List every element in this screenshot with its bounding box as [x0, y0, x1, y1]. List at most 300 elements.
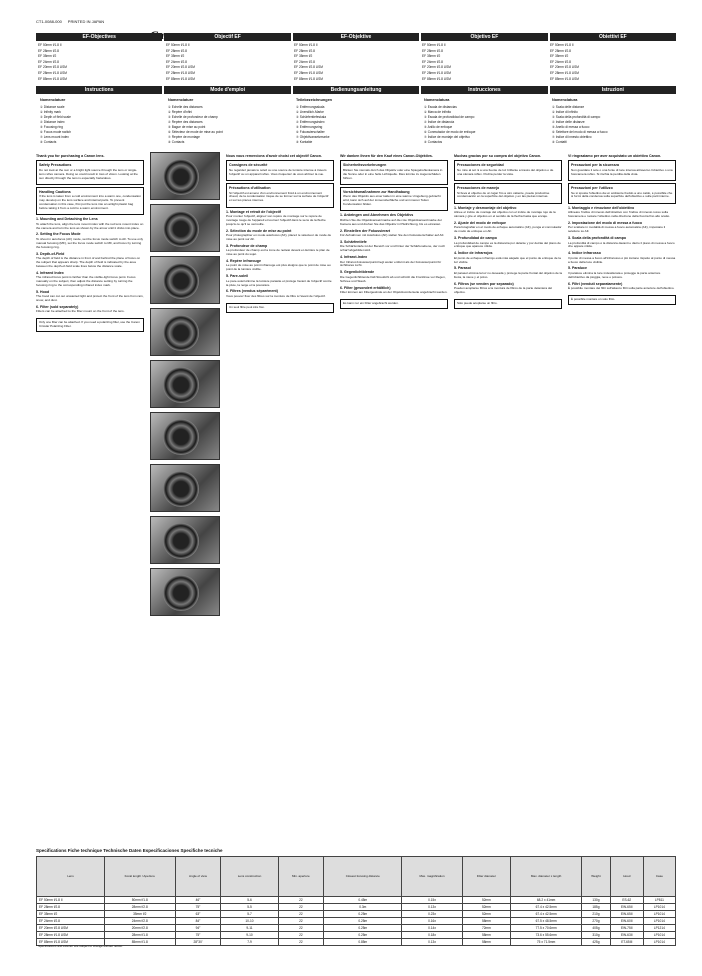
spec-cell: 0.45m	[324, 897, 402, 904]
spec-header-cell: Min. aperture	[278, 857, 324, 897]
spec-cell: 270g	[582, 918, 611, 925]
lang-header-fr: Objectif EF	[164, 33, 290, 41]
illustration-column	[150, 152, 220, 845]
spec-cell: 46°	[175, 897, 221, 904]
spec-cell: LP1014	[643, 911, 675, 918]
lens-name: EF 28mm f/1.8 USM	[294, 70, 323, 75]
handling-title: Précautions d'utilisation	[229, 186, 271, 191]
spec-header-cell: Lens construction	[221, 857, 278, 897]
spec-cell: 22	[278, 932, 324, 939]
section-text: To shoot in autofocus (AF) mode, set the focus mode switch to AF. To use only manual focusing (MF), set the focus mode switch to MF, and focus by turning the focusing ring.	[36, 236, 144, 249]
section-heading: 4. Índice de infrarrojos	[454, 251, 493, 256]
spec-cell: 24mm f/2.8	[104, 918, 175, 925]
nomenclature-item: ③ Scala della profondità di campo	[552, 114, 601, 119]
spec-cell: EF 20mm f/2.8 USM	[37, 925, 105, 932]
nomenclature-item: ⑥ Conmutador de modo de enfoque	[424, 129, 476, 134]
column-intro: Thank you for purchasing a Canon lens.	[36, 154, 105, 158]
spec-cell: 5-6	[221, 897, 278, 904]
spec-cell: 0.18x	[402, 932, 462, 939]
spec-cell: 5-7	[221, 911, 278, 918]
lens-name: EF 20mm f/2.8 USM	[166, 65, 195, 70]
spec-header-cell: Angle of view	[175, 857, 221, 897]
lens-name: EF 85mm f/1.8 USM	[166, 76, 195, 81]
spec-cell: 22	[278, 897, 324, 904]
spec-cell: 210g	[582, 911, 611, 918]
instr-header-es: Instrucciones	[421, 86, 547, 94]
section-text: Pour monter l'objectif, alignez son repère de montage sur le repère de montage rouge de l'appareil et tournez l'objectif dans le sens de la flèche jusqu'à ce qu'il se verrouille.	[226, 214, 326, 226]
handling-text: Se si sposta l'obiettivo da un ambiente freddo a uno caldo, è possibile che si formi della condensa sulla superficie dell'obiettivo e sulle parti interne.	[571, 190, 673, 199]
nomenclature-item: ③ Depth of field scale	[40, 114, 71, 119]
spec-cell: EF 28mm f/2.8	[37, 904, 105, 911]
section-text: Il punto di messa a fuoco all'infrarosso è più lontano rispetto al punto di messa a fuoco della luce visibile.	[568, 255, 676, 264]
spec-cell: EF 24mm f/2.8	[37, 918, 105, 925]
lens-list-column	[292, 43, 420, 85]
lens-name: EF 28mm f/2.8	[550, 48, 571, 53]
nomenclature-item: ⑤ Focusing ring	[40, 124, 63, 129]
section-heading: 1. Montage et retrait de l'objectif	[226, 209, 281, 214]
section-text: Pour photographier en mode autofocus (AF), placez le sélecteur de mode de mise au point sur AF.	[226, 233, 332, 241]
instr-header-en: Instructions	[36, 86, 162, 94]
safety-box	[454, 160, 562, 181]
section-text: Die Gegenlichtblende hält Streulicht ab und schützt die Frontlinse vor Regen, Schnee und Staub.	[340, 274, 446, 283]
nomenclature-item: ⑥ Focus mode switch	[40, 129, 72, 134]
section-heading: 5. Pare-soleil	[226, 274, 249, 279]
section-heading: 6. Filtri (venduti separatamente)	[568, 281, 623, 286]
lens-name: EF 24mm f/2.8	[550, 59, 571, 64]
lens-drawing	[163, 159, 199, 195]
section-text: La profondità di campo è la distanza davanti e dietro il piano di messa a fuoco che appare nitida.	[568, 240, 675, 249]
section-heading: 1. Mounting and Detaching the Lens	[36, 217, 98, 222]
spec-cell: 67.5 x 48.5mm	[511, 918, 582, 925]
spec-header-cell: Case	[643, 857, 675, 897]
handling-text: Si l'objectif est amené d'un environnement froid à un environnement chaud, de la condensation risque de se former sur la surface de l'objectif et sur les pièces internes.	[229, 190, 329, 203]
spec-cell: 0.13x	[402, 904, 462, 911]
nomenclature-item: ⑦ Repère de montage	[168, 134, 200, 139]
lens-drawing	[163, 419, 199, 455]
nomenclature-item: ⑧ Contacts	[40, 139, 57, 144]
lens-name: EF 28mm f/2.8	[294, 48, 315, 53]
spec-header-cell: Max. magnification	[402, 857, 462, 897]
nomenclature-item: ⑦ Objektivansetzmarke	[296, 134, 330, 139]
safety-title: Precauciones de seguridad	[457, 163, 504, 168]
nomenclature-item: ④ Entfernungsindex	[296, 119, 325, 124]
note-box: Only one filter can be attached. If you need a polarizing filter, use the Canon Circular Polarizing Filter.	[36, 318, 144, 332]
safety-text: Do not look at the sun or a bright light source through the lens or single-lens reflex camera. Doing so could result in loss of vision. Looking at the sun directly through the lens is especially hazardous.	[39, 167, 138, 180]
spec-header-cell: Filter diameter	[462, 857, 511, 897]
lens-illustration	[150, 256, 220, 304]
lens-name: EF 24mm f/2.8	[166, 59, 187, 64]
nomenclature-item: ⑧ Contatti	[552, 139, 567, 144]
section-heading: 1. Montaggio e rimozione dell'obiettivo	[568, 205, 635, 210]
section-heading: 3. Scala della profondità di campo	[568, 236, 627, 241]
section-text: Pueden acoplarse filtros a la montura de filtros de la parte delantera del objetivo.	[454, 286, 553, 295]
doc-header-strip	[36, 16, 676, 26]
handling-box	[226, 183, 334, 207]
lens-name: EF 24mm f/2.8	[422, 59, 443, 64]
spec-cell: LP1014	[643, 904, 675, 911]
nomenclature-item: ① Escala de distancias	[424, 104, 457, 109]
nomenclature-item: ⑤ Entfernungsring	[296, 124, 323, 129]
lens-illustration	[150, 360, 220, 408]
nomenclature-column	[420, 98, 548, 148]
lens-list-column	[548, 43, 676, 85]
spec-cell: EW-63II	[610, 932, 643, 939]
lens-name: EF 28mm f/2.8	[166, 48, 187, 53]
safety-title: Consignes de sécurité	[229, 163, 268, 168]
nomenclature-item: ② Infinity mark	[40, 109, 61, 114]
lens-name: EF 28mm f/1.8 USM	[550, 70, 579, 75]
safety-text: Ne regardez jamais le soleil ou une source de lumière intense à travers l'objectif ou un appareil reflex. Vous risqueriez de vous abîmer la vue.	[229, 167, 327, 176]
nomenclature-title: Nomenclature	[40, 98, 66, 102]
spec-cell: 425g	[582, 939, 611, 946]
spec-cell: EW-65II	[610, 904, 643, 911]
spec-cell: ES-62	[610, 897, 643, 904]
section-text: È possibile montare dei filtri sull'attacco filtri sulla parte anteriore dell'obiettivo.	[568, 286, 675, 291]
spec-cell: 85mm f/1.8	[104, 939, 175, 946]
lens-drawing	[163, 575, 199, 611]
instr-header-it: Istruzioni	[550, 86, 676, 94]
note-box: Un seul filtre peut être fixé.	[226, 303, 334, 313]
nomenclature-column	[292, 98, 420, 148]
lens-name: EF 50mm f/1.8 II	[550, 43, 574, 47]
lens-name: EF 50mm f/1.8 II	[38, 43, 62, 47]
lens-name: EF 50mm f/1.8 II	[294, 43, 318, 47]
section-text: Le pare-soleil élimine la lumière parasite et protège l'avant de l'objectif contre la pluie, la neige et la poussière.	[226, 278, 332, 287]
lang-header-it: Obiettivi EF	[550, 33, 676, 41]
section-heading: 4. Repère infrarouge	[226, 259, 261, 263]
section-heading: 5. Parasol	[454, 266, 471, 271]
nomenclature-item: ⑤ Bague de mise au point	[168, 124, 206, 129]
section-text: La profondeur de champ est la zone de netteté devant et derrière le plan de mise au point du sujet.	[226, 248, 330, 257]
lens-name: EF 50mm f/1.8 II	[422, 43, 446, 47]
section-heading: 4. Infrarot-Index	[340, 255, 368, 260]
section-heading: 3. Profundidad de campo	[454, 236, 497, 241]
lens-name: EF 35mm f/2	[550, 54, 569, 59]
nomenclature-block	[36, 98, 676, 148]
column-intro: Vi ringraziamo per aver acquistato un obiettivo Canon.	[568, 154, 662, 158]
section-heading: 3. Depth-of-Field	[36, 251, 65, 256]
spec-cell: EF 85mm f/1.8 USM	[37, 939, 105, 946]
handling-box	[454, 183, 562, 204]
spec-header-cell: Closest focusing distance	[324, 857, 402, 897]
instruction-column	[568, 152, 676, 845]
handling-text: Wenn das Objektiv aus einer kalten in eine warme Umgebung gebracht wird, kann sich auf der Linsenoberfläche und an inneren Teilen Kondensation bilden.	[343, 194, 441, 207]
lens-name: EF 35mm f/2	[166, 54, 185, 59]
instruction-headers	[36, 86, 676, 94]
spec-cell: 405g	[582, 925, 611, 932]
spec-header-cell: Focal length / Aperture	[104, 857, 175, 897]
spec-row	[37, 897, 676, 904]
section-heading: 4. Indice infrarosso	[568, 251, 601, 256]
spec-cell: LP1014	[643, 932, 675, 939]
nomenclature-item: ⑤ Anillo de enfoque	[424, 124, 453, 129]
lens-name: EF 35mm f/2	[294, 54, 313, 59]
spec-cell: 84°	[175, 918, 221, 925]
note-box: È possibile montare un solo filtro.	[568, 295, 676, 305]
section-heading: 2. Impostazione del modo di messa a fuoco	[568, 220, 643, 225]
section-text: Il paraluce elimina la luce indesiderata e protegge la parte anteriore dell'obiettivo da pioggia, neve e polvere.	[568, 270, 661, 279]
section-text: Für Aufnahmen mit Autofokus (AF) stellen Sie den Fokussierschalter auf AF.	[340, 233, 445, 238]
lens-list-column	[36, 43, 164, 85]
lens-language-headers	[36, 33, 676, 41]
section-heading: 4. Infrared Index	[36, 270, 64, 275]
spec-cell: 185g	[582, 904, 611, 911]
lens-illustration	[150, 412, 220, 460]
spec-header-cell: Hood	[610, 857, 643, 897]
safety-box	[36, 160, 144, 184]
spec-cell: 0.16x	[402, 918, 462, 925]
spec-cell: 67.4 x 42.5mm	[511, 904, 582, 911]
lens-name: EF 28mm f/2.8	[38, 48, 59, 53]
spec-cell: EF 28mm f/1.8 USM	[37, 932, 105, 939]
spec-cell: 22	[278, 904, 324, 911]
section-text: The hood can cut out unwanted light and protect the front of the lens from rain, snow, and dust.	[36, 294, 144, 302]
spec-cell: 58mm	[462, 939, 511, 946]
lens-name: EF 24mm f/2.8	[38, 59, 59, 64]
spec-cell: 35mm f/2	[104, 911, 175, 918]
safety-title: Safety Precautions	[39, 163, 72, 168]
nomenclature-item: ③ Schärfentiefeskala	[296, 114, 326, 119]
spec-cell: 0.13x	[402, 939, 462, 946]
lens-drawing	[163, 471, 199, 507]
lens-name: EF 28mm f/1.8 USM	[166, 70, 195, 75]
spec-header-cell: Lens	[37, 857, 105, 897]
doc-code: CT1-0088-000	[36, 18, 62, 24]
safety-box	[340, 160, 448, 184]
spec-cell: ET-65III	[610, 939, 643, 946]
spec-cell: 77.5 x 70.6mm	[511, 925, 582, 932]
lens-drawing	[163, 523, 199, 559]
section-heading: 1. Montaje y desmontaje del objetivo	[454, 205, 517, 210]
handling-text: Si lleva el objetivo de un lugar frío a otro caliente, puede producirse condensación en la superficie del objetivo y en las piezas internas.	[457, 190, 550, 199]
nomenclature-item: ⑦ Lens mount index	[40, 134, 69, 139]
spec-cell: EF 35mm f/2	[37, 911, 105, 918]
safety-title: Precauzioni per la sicurezza	[571, 163, 619, 168]
spec-cell: 75°	[175, 932, 221, 939]
nomenclature-item: ⑦ Índice de montaje del objetivo	[424, 134, 470, 139]
nomenclature-column	[164, 98, 292, 148]
spec-cell: 52mm	[462, 911, 511, 918]
spec-cell: 22	[278, 925, 324, 932]
main-columns	[36, 152, 676, 845]
section-heading: 2. Einstellen der Fokussierart	[340, 228, 391, 233]
nomenclature-item: ③ Escala de profundidad de campo	[424, 114, 475, 119]
spec-cell: 10-10	[221, 918, 278, 925]
nomenclature-item: ⑥ Fokussierschalter	[296, 129, 325, 134]
spec-cell: 73.6 x 55.6mm	[511, 932, 582, 939]
lens-name: EF 24mm f/2.8	[294, 59, 315, 64]
spec-cell: LP1014	[643, 939, 675, 946]
spec-cell: 0.25m	[324, 925, 402, 932]
section-text: Filter können am Filtergewinde an der Objektivvorderseite angebracht werden.	[340, 290, 448, 295]
section-text: Alinee el índice de montaje del objetivo con el índice de montaje rojo de la cámara y gire el objetivo en el sentido de la flecha hasta que encaje.	[454, 210, 556, 219]
lang-header-es: Objetivo EF	[421, 33, 547, 41]
section-heading: 3. Profondeur de champ	[226, 243, 268, 248]
section-heading: 6. Filtres (vendus séparément)	[226, 289, 278, 294]
lens-name: EF 20mm f/2.8 USM	[38, 65, 67, 70]
spec-cell: 20mm f/2.8	[104, 925, 175, 932]
note-box: Sólo puede acoplarse un filtro.	[454, 299, 562, 309]
lang-header-en: EF-Objectives	[36, 33, 162, 41]
spec-row	[37, 932, 676, 939]
spec-header-cell: Weight	[582, 857, 611, 897]
spec-cell: LP1014	[643, 918, 675, 925]
spec-cell: 94°	[175, 925, 221, 932]
section-heading: 5. Paraluce	[568, 266, 587, 271]
nomenclature-item: ③ Echelle de profondeur de champ	[168, 114, 218, 119]
lens-name: EF 20mm f/2.8 USM	[550, 65, 579, 70]
lens-name: EF 35mm f/2	[38, 54, 57, 59]
spec-cell: 0.25m	[324, 911, 402, 918]
spec-cell: 67.4 x 42.5mm	[511, 911, 582, 918]
spec-cell: 5-5	[221, 904, 278, 911]
spec-cell: 22	[278, 939, 324, 946]
spec-cell: 52mm	[462, 897, 511, 904]
instruction-column	[340, 152, 448, 845]
nomenclature-item: ① Echelle des distances	[168, 104, 203, 109]
lens-list-column	[420, 43, 548, 85]
spec-cell: 28mm f/2.8	[104, 904, 175, 911]
lens-illustration	[150, 204, 220, 252]
lens-name: EF 20mm f/2.8 USM	[422, 65, 451, 70]
spec-header-row	[37, 857, 676, 897]
lens-name: EF 28mm f/1.8 USM	[422, 70, 451, 75]
lens-drawing	[163, 263, 199, 299]
section-text: Allineare l'indice di innesto dell'obiettivo con l'indice di innesto rosso sulla fotocamera e ruotare l'obiettivo nella direzione della freccia fino allo scatto.	[568, 210, 671, 219]
handling-box	[36, 187, 144, 215]
spec-cell: EF 50mm f/1.8 II	[37, 897, 105, 904]
spec-cell: EW-65II	[610, 911, 643, 918]
section-text: Le point de mise au point infrarouge est plus éloigné que le point de mise au point de la lumière visible.	[226, 263, 331, 272]
nomenclature-item: ① Scala delle distanze	[552, 104, 585, 109]
spec-cell: 63°	[175, 911, 221, 918]
nomenclature-item: ④ Indice delle distanze	[552, 119, 585, 124]
instr-header-de: Bedienungsanleitung	[293, 86, 419, 94]
lens-illustration	[150, 464, 220, 512]
lens-name: EF 35mm f/2	[422, 54, 441, 59]
spec-cell: 0.3m	[324, 904, 402, 911]
spec-row	[37, 918, 676, 925]
nomenclature-item: ④ Índice de distancia	[424, 119, 455, 124]
section-text: Para fotografiar en el modo de enfoque automático (AF), ponga el conmutador de modo de enfoque en AF.	[454, 225, 562, 234]
section-heading: 2. Setting the Focus Mode	[36, 232, 81, 237]
nomenclature-title: Nomenclatura	[552, 98, 578, 102]
section-text: La profundidad de campo es la distancia por delante y por detrás del plano de enfoque que aparece nítida.	[454, 240, 561, 249]
spec-cell: 58mm	[462, 932, 511, 939]
lens-illustration	[150, 308, 220, 356]
handling-title: Precauzioni per l'utilizzo	[571, 186, 613, 191]
spec-cell: 9-10	[221, 932, 278, 939]
section-heading: 2. Ajuste del modo de enfoque	[454, 220, 506, 225]
handling-text: If the lens is taken from a cold environment into a warm one, condensation may develop on the lens surface and internal parts. To prevent condensation in this case, first put the lens into an airtight plastic bag before taking it from a cold to a warm environment.	[39, 194, 141, 210]
lens-list-column	[164, 43, 292, 85]
section-heading: 5. Hood	[36, 289, 50, 294]
spec-cell: 7-9	[221, 939, 278, 946]
section-text: Per scattare in modalità di messa a fuoco automatica (AF), impostare il selettore su AF.	[568, 225, 666, 234]
section-text: The infrared focus point is farther than the visible-light focus point. Focus manually on the subject, then adjust the distance setting by turning the focusing ring to the corresponding infrared index mark.	[36, 275, 136, 287]
section-text: Der Infrarot-Fokussierpunkt liegt weiter entfernt als der Fokussierpunkt für sichtbares Licht.	[340, 259, 442, 268]
section-text: To attach the lens, align the lens mount index with the red lens mount index on the camera and turn the lens as shown by the arrow until it clicks into place.	[36, 221, 144, 230]
lens-name: EF 85mm f/1.8 USM	[422, 76, 451, 81]
column-intro: Nous vous remercions d'avoir choisi cet objectif Canon.	[226, 154, 322, 158]
section-heading: 1. Anbringen und Abnehmen des Objektivs	[340, 213, 414, 218]
column-intro: Muchas gracias por su compra del objetivo Canon.	[454, 154, 542, 158]
section-text: El punto de enfoque infrarrojo está más alejado que el punto de enfoque de la luz visible.	[454, 255, 561, 264]
instruction-column	[36, 152, 144, 845]
nomenclature-item: ⑦ Indice di innesto obiettivo	[552, 134, 592, 139]
nomenclature-title: Nomenclatura	[424, 98, 450, 102]
spec-cell: 28°30'	[175, 939, 221, 946]
nomenclature-column	[548, 98, 676, 148]
section-text: Vous pouvez fixer des filtres sur la monture de filtre à l'avant de l'objectif.	[226, 293, 326, 298]
instruction-column	[454, 152, 562, 845]
footnote: * Specifications and exterior are subject to change without notice.	[36, 944, 123, 948]
section-text: Die Schärfentiefe ist der Bereich vor und hinter der Schärfenebene, der noch scharf abgebildet wird.	[340, 244, 446, 253]
lang-header-de: EF-Objektive	[293, 33, 419, 41]
spec-cell: 0.15x	[402, 897, 462, 904]
nomenclature-item: ② Unendlich-Marke	[296, 109, 324, 114]
nomenclature-item: ⑧ Contacts	[168, 139, 185, 144]
lens-illustration	[150, 152, 220, 200]
spec-cell: EW-60II	[610, 918, 643, 925]
lens-name: EF 20mm f/2.8 USM	[294, 65, 323, 70]
column-intro: Wir danken Ihnen für den Kauf eines Canon-Objektivs.	[340, 154, 433, 158]
lens-name: EF 85mm f/1.8 USM	[294, 76, 323, 81]
spec-cell: LP811	[643, 897, 675, 904]
lens-drawing	[163, 367, 199, 403]
section-heading: 3. Schärfentiefe	[340, 239, 367, 244]
section-heading: 6. Filter (sold separately)	[36, 304, 79, 309]
lens-illustration	[150, 568, 220, 616]
note-box: Es kann nur ein Filter angebracht werden.	[340, 299, 448, 309]
spec-cell: 22	[278, 918, 324, 925]
section-heading: 5. Gegenlichtblende	[340, 270, 375, 275]
spec-cell: 72mm	[462, 925, 511, 932]
spec-cell: 0.23x	[402, 911, 462, 918]
nomenclature-column	[36, 98, 164, 148]
spec-cell: 58mm	[462, 918, 511, 925]
nomenclature-item: ⑥ Selettore del modo di messa a fuoco	[552, 129, 608, 134]
spec-cell: 68.2 x 41mm	[511, 897, 582, 904]
spec-header-cell: Max. diameter x length	[511, 857, 582, 897]
instr-header-fr: Mode d'emploi	[164, 86, 290, 94]
section-text: Richten Sie die Objektivansetzmarke auf die rote Objektivansetzmarke der Kamera aus und drehen Sie das Objektiv in Pfeilrichtung, bis es einrastet.	[340, 217, 442, 226]
spec-cell: 0.14x	[402, 925, 462, 932]
nomenclature-item: ② Indice di infinito	[552, 109, 578, 114]
spec-row	[37, 925, 676, 932]
instruction-column	[226, 152, 334, 845]
spec-row	[37, 904, 676, 911]
spec-cell: 28mm f/1.8	[104, 932, 175, 939]
nomenclature-item: ⑧ Contactos	[424, 139, 443, 144]
nomenclature-title: Teilebezeichnungen	[296, 98, 333, 102]
spec-cell: EW-75II	[610, 925, 643, 932]
handling-title: Handling Cautions	[39, 189, 71, 194]
section-heading: 2. Sélection du mode de mise au point	[226, 228, 292, 233]
safety-text: No mire al sol ni a una fuente de luz brillante a través del objetivo o de una cámara réflex. Podría perder la vista.	[457, 167, 554, 176]
nomenclature-item: ④ Repère des distances	[168, 119, 203, 124]
lens-name: EF 50mm f/1.8 II	[166, 43, 190, 47]
nomenclature-item: ④ Distance index	[40, 119, 65, 124]
spec-title: Specifications Fiche technique Technische Daten Especificaciones Specifiche tecniche	[36, 848, 223, 853]
nomenclature-item: ⑥ Sélecteur de mode de mise au point	[168, 129, 223, 134]
spec-cell: 22	[278, 911, 324, 918]
safety-title: Sicherheitsvorkehrungen	[343, 163, 387, 168]
lens-name: EF 85mm f/1.8 USM	[550, 76, 579, 81]
spec-cell: LP1214	[643, 925, 675, 932]
spec-cell: 75 x 71.5mm	[511, 939, 582, 946]
spec-cell: 0.25m	[324, 932, 402, 939]
